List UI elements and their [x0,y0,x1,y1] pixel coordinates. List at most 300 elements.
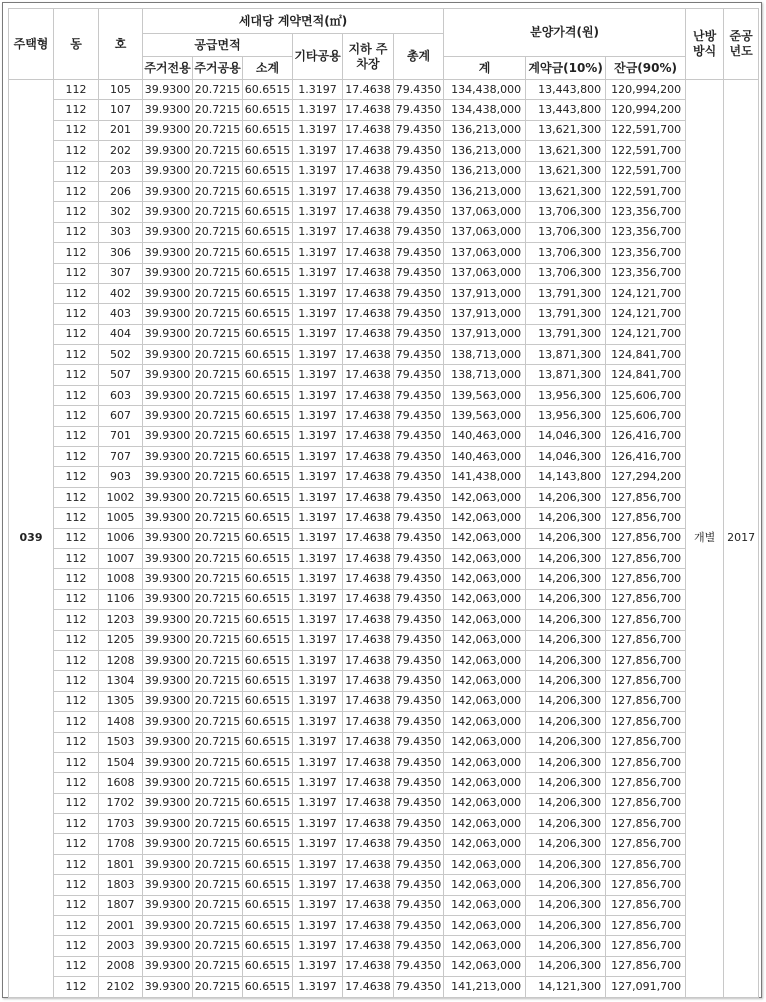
cell-dong: 112 [54,834,99,854]
cell-balance: 123,356,700 [606,222,686,242]
cell-deposit: 14,206,300 [526,650,606,670]
cell-subtotal-area: 60.6515 [243,650,293,670]
cell-balance: 127,856,700 [606,630,686,650]
cell-balance: 127,856,700 [606,548,686,568]
cell-subtotal-area: 60.6515 [243,528,293,548]
header-shared: 주거공용 [193,57,243,80]
cell-balance: 123,356,700 [606,243,686,263]
cell-total-area: 79.4350 [394,793,444,813]
cell-balance: 124,841,700 [606,345,686,365]
cell-shared-area: 20.7215 [193,283,243,303]
cell-dong: 112 [54,426,99,446]
table-body [9,80,759,998]
table-row [9,345,759,365]
cell-other-shared-area: 1.3197 [293,793,343,813]
cell-deposit: 14,206,300 [526,732,606,752]
cell-other-shared-area: 1.3197 [293,650,343,670]
cell-dong: 112 [54,650,99,670]
header-exclusive: 주거전용 [143,57,193,80]
cell-completion: 2017 [724,80,759,998]
table-row [9,977,759,997]
cell-ho: 203 [99,161,143,181]
cell-parking-area: 17.4638 [343,650,394,670]
cell-dong: 112 [54,365,99,385]
cell-ho: 1702 [99,793,143,813]
cell-dong: 112 [54,141,99,161]
table-row [9,243,759,263]
cell-dong: 112 [54,181,99,201]
cell-dong: 112 [54,793,99,813]
cell-total-area: 79.4350 [394,304,444,324]
cell-ho: 1801 [99,854,143,874]
cell-dong: 112 [54,528,99,548]
cell-parking-area: 17.4638 [343,528,394,548]
cell-deposit: 14,206,300 [526,712,606,732]
cell-parking-area: 17.4638 [343,814,394,834]
cell-other-shared-area: 1.3197 [293,895,343,915]
cell-balance: 127,856,700 [606,528,686,548]
cell-price-total: 137,063,000 [444,222,526,242]
cell-total-area: 79.4350 [394,487,444,507]
cell-shared-area: 20.7215 [193,467,243,487]
cell-shared-area: 20.7215 [193,508,243,528]
cell-dong: 112 [54,752,99,772]
cell-exclusive-area: 39.9300 [143,875,193,895]
cell-total-area: 79.4350 [394,834,444,854]
cell-other-shared-area: 1.3197 [293,875,343,895]
cell-deposit: 14,206,300 [526,569,606,589]
cell-other-shared-area: 1.3197 [293,589,343,609]
cell-price-total: 142,063,000 [444,610,526,630]
cell-other-shared-area: 1.3197 [293,141,343,161]
cell-exclusive-area: 39.9300 [143,120,193,140]
cell-shared-area: 20.7215 [193,712,243,732]
cell-price-total: 138,713,000 [444,365,526,385]
cell-total-area: 79.4350 [394,385,444,405]
table-row [9,854,759,874]
cell-subtotal-area: 60.6515 [243,589,293,609]
cell-total-area: 79.4350 [394,936,444,956]
table-row [9,834,759,854]
header-supply-area: 공급면적 [143,34,293,57]
cell-parking-area: 17.4638 [343,732,394,752]
cell-other-shared-area: 1.3197 [293,202,343,222]
cell-deposit: 13,621,300 [526,181,606,201]
cell-dong: 112 [54,610,99,630]
cell-subtotal-area: 60.6515 [243,895,293,915]
table-row [9,487,759,507]
table-row [9,406,759,426]
cell-balance: 125,606,700 [606,406,686,426]
cell-other-shared-area: 1.3197 [293,487,343,507]
cell-dong: 112 [54,80,99,100]
cell-shared-area: 20.7215 [193,161,243,181]
cell-deposit: 14,206,300 [526,814,606,834]
cell-deposit: 13,706,300 [526,263,606,283]
cell-subtotal-area: 60.6515 [243,752,293,772]
cell-exclusive-area: 39.9300 [143,916,193,936]
cell-ho: 707 [99,447,143,467]
cell-parking-area: 17.4638 [343,895,394,915]
cell-total-area: 79.4350 [394,202,444,222]
table-row [9,895,759,915]
table-row [9,426,759,446]
cell-subtotal-area: 60.6515 [243,732,293,752]
cell-price-total: 137,913,000 [444,304,526,324]
header-total-area: 총계 [394,34,444,80]
cell-subtotal-area: 60.6515 [243,691,293,711]
cell-ho: 403 [99,304,143,324]
cell-price-total: 134,438,000 [444,80,526,100]
cell-dong: 112 [54,283,99,303]
cell-ho: 1504 [99,752,143,772]
cell-shared-area: 20.7215 [193,141,243,161]
cell-dong: 112 [54,895,99,915]
cell-subtotal-area: 60.6515 [243,120,293,140]
cell-total-area: 79.4350 [394,406,444,426]
apartment-price-table [8,8,759,998]
cell-subtotal-area: 60.6515 [243,202,293,222]
cell-exclusive-area: 39.9300 [143,181,193,201]
cell-other-shared-area: 1.3197 [293,569,343,589]
header-heating: 난방 방식 [686,9,724,80]
cell-parking-area: 17.4638 [343,589,394,609]
cell-ho: 2003 [99,936,143,956]
cell-balance: 126,416,700 [606,426,686,446]
cell-other-shared-area: 1.3197 [293,345,343,365]
cell-parking-area: 17.4638 [343,977,394,997]
cell-deposit: 13,443,800 [526,80,606,100]
cell-deposit: 14,206,300 [526,956,606,976]
cell-parking-area: 17.4638 [343,385,394,405]
header-deposit: 계약금(10%) [526,57,606,80]
cell-subtotal-area: 60.6515 [243,773,293,793]
cell-shared-area: 20.7215 [193,671,243,691]
cell-other-shared-area: 1.3197 [293,834,343,854]
cell-shared-area: 20.7215 [193,610,243,630]
document-frame [2,2,762,998]
cell-dong: 112 [54,406,99,426]
table-row [9,752,759,772]
cell-ho: 1203 [99,610,143,630]
cell-deposit: 13,956,300 [526,406,606,426]
cell-total-area: 79.4350 [394,548,444,568]
table-row [9,956,759,976]
header-ho: 호 [99,9,143,80]
cell-exclusive-area: 39.9300 [143,650,193,670]
cell-exclusive-area: 39.9300 [143,732,193,752]
cell-price-total: 142,063,000 [444,487,526,507]
cell-other-shared-area: 1.3197 [293,80,343,100]
cell-parking-area: 17.4638 [343,202,394,222]
cell-shared-area: 20.7215 [193,222,243,242]
cell-ho: 1208 [99,650,143,670]
table-row [9,181,759,201]
cell-exclusive-area: 39.9300 [143,956,193,976]
cell-shared-area: 20.7215 [193,752,243,772]
cell-dong: 112 [54,854,99,874]
table-row [9,80,759,100]
cell-other-shared-area: 1.3197 [293,548,343,568]
cell-balance: 127,856,700 [606,916,686,936]
cell-deposit: 14,206,300 [526,875,606,895]
cell-ho: 507 [99,365,143,385]
cell-total-area: 79.4350 [394,589,444,609]
cell-total-area: 79.4350 [394,712,444,732]
cell-other-shared-area: 1.3197 [293,752,343,772]
cell-price-total: 142,063,000 [444,569,526,589]
cell-balance: 124,841,700 [606,365,686,385]
cell-ho: 2008 [99,956,143,976]
cell-subtotal-area: 60.6515 [243,487,293,507]
cell-deposit: 13,791,300 [526,324,606,344]
cell-price-total: 137,063,000 [444,263,526,283]
cell-ho: 307 [99,263,143,283]
cell-total-area: 79.4350 [394,732,444,752]
cell-total-area: 79.4350 [394,426,444,446]
cell-price-total: 136,213,000 [444,181,526,201]
cell-shared-area: 20.7215 [193,630,243,650]
cell-subtotal-area: 60.6515 [243,916,293,936]
cell-subtotal-area: 60.6515 [243,712,293,732]
cell-deposit: 14,206,300 [526,752,606,772]
cell-balance: 127,856,700 [606,732,686,752]
cell-price-total: 142,063,000 [444,589,526,609]
cell-parking-area: 17.4638 [343,141,394,161]
cell-balance: 127,856,700 [606,814,686,834]
cell-exclusive-area: 39.9300 [143,977,193,997]
cell-shared-area: 20.7215 [193,793,243,813]
cell-shared-area: 20.7215 [193,854,243,874]
cell-deposit: 13,621,300 [526,120,606,140]
cell-balance: 127,856,700 [606,875,686,895]
cell-price-total: 140,463,000 [444,447,526,467]
cell-price-total: 142,063,000 [444,834,526,854]
cell-parking-area: 17.4638 [343,956,394,976]
cell-parking-area: 17.4638 [343,834,394,854]
cell-price-total: 137,063,000 [444,243,526,263]
cell-price-total: 142,063,000 [444,814,526,834]
cell-parking-area: 17.4638 [343,610,394,630]
cell-ho: 1005 [99,508,143,528]
cell-deposit: 14,206,300 [526,691,606,711]
cell-parking-area: 17.4638 [343,936,394,956]
table-row [9,365,759,385]
cell-shared-area: 20.7215 [193,304,243,324]
cell-ho: 1408 [99,712,143,732]
cell-other-shared-area: 1.3197 [293,222,343,242]
cell-balance: 127,856,700 [606,589,686,609]
cell-dong: 112 [54,956,99,976]
header-type: 주택형 [9,9,54,80]
cell-dong: 112 [54,487,99,507]
cell-price-total: 140,463,000 [444,426,526,446]
cell-other-shared-area: 1.3197 [293,528,343,548]
cell-deposit: 13,871,300 [526,345,606,365]
table-row [9,916,759,936]
cell-dong: 112 [54,630,99,650]
cell-shared-area: 20.7215 [193,528,243,548]
cell-price-total: 137,913,000 [444,324,526,344]
cell-dong: 112 [54,243,99,263]
cell-shared-area: 20.7215 [193,80,243,100]
cell-deposit: 13,791,300 [526,283,606,303]
cell-dong: 112 [54,691,99,711]
cell-price-total: 142,063,000 [444,650,526,670]
cell-deposit: 13,621,300 [526,141,606,161]
table-row [9,589,759,609]
cell-total-area: 79.4350 [394,263,444,283]
table-row [9,814,759,834]
cell-price-total: 142,063,000 [444,773,526,793]
cell-parking-area: 17.4638 [343,406,394,426]
cell-ho: 201 [99,120,143,140]
cell-other-shared-area: 1.3197 [293,508,343,528]
cell-ho: 2001 [99,916,143,936]
cell-dong: 112 [54,875,99,895]
cell-dong: 112 [54,120,99,140]
cell-other-shared-area: 1.3197 [293,854,343,874]
cell-total-area: 79.4350 [394,100,444,120]
cell-ho: 502 [99,345,143,365]
cell-price-total: 142,063,000 [444,671,526,691]
cell-other-shared-area: 1.3197 [293,406,343,426]
table-row [9,283,759,303]
cell-parking-area: 17.4638 [343,222,394,242]
cell-shared-area: 20.7215 [193,120,243,140]
cell-shared-area: 20.7215 [193,202,243,222]
cell-dong: 112 [54,508,99,528]
cell-subtotal-area: 60.6515 [243,630,293,650]
cell-subtotal-area: 60.6515 [243,345,293,365]
cell-exclusive-area: 39.9300 [143,589,193,609]
cell-exclusive-area: 39.9300 [143,467,193,487]
cell-exclusive-area: 39.9300 [143,345,193,365]
table-row [9,263,759,283]
cell-total-area: 79.4350 [394,161,444,181]
cell-subtotal-area: 60.6515 [243,406,293,426]
cell-subtotal-area: 60.6515 [243,222,293,242]
cell-price-total: 142,063,000 [444,712,526,732]
cell-balance: 127,856,700 [606,610,686,630]
cell-price-total: 142,063,000 [444,732,526,752]
cell-total-area: 79.4350 [394,324,444,344]
cell-dong: 112 [54,263,99,283]
cell-ho: 306 [99,243,143,263]
cell-other-shared-area: 1.3197 [293,181,343,201]
cell-parking-area: 17.4638 [343,712,394,732]
cell-deposit: 14,206,300 [526,671,606,691]
cell-parking-area: 17.4638 [343,548,394,568]
table-row [9,875,759,895]
cell-parking-area: 17.4638 [343,691,394,711]
cell-exclusive-area: 39.9300 [143,630,193,650]
table-row [9,141,759,161]
cell-ho: 404 [99,324,143,344]
header-subtotal: 소계 [243,57,293,80]
cell-total-area: 79.4350 [394,977,444,997]
cell-balance: 127,294,200 [606,467,686,487]
cell-deposit: 13,791,300 [526,304,606,324]
cell-other-shared-area: 1.3197 [293,426,343,446]
cell-total-area: 79.4350 [394,854,444,874]
cell-exclusive-area: 39.9300 [143,548,193,568]
cell-exclusive-area: 39.9300 [143,243,193,263]
cell-ho: 1007 [99,548,143,568]
cell-dong: 112 [54,548,99,568]
cell-balance: 127,091,700 [606,977,686,997]
cell-other-shared-area: 1.3197 [293,283,343,303]
cell-dong: 112 [54,773,99,793]
cell-total-area: 79.4350 [394,222,444,242]
cell-dong: 112 [54,202,99,222]
cell-subtotal-area: 60.6515 [243,569,293,589]
cell-subtotal-area: 60.6515 [243,467,293,487]
cell-deposit: 13,706,300 [526,202,606,222]
cell-balance: 120,994,200 [606,100,686,120]
table-row [9,202,759,222]
cell-other-shared-area: 1.3197 [293,732,343,752]
cell-dong: 112 [54,304,99,324]
cell-total-area: 79.4350 [394,875,444,895]
cell-balance: 124,121,700 [606,304,686,324]
cell-exclusive-area: 39.9300 [143,447,193,467]
cell-balance: 127,856,700 [606,936,686,956]
cell-exclusive-area: 39.9300 [143,304,193,324]
cell-deposit: 14,206,300 [526,895,606,915]
cell-exclusive-area: 39.9300 [143,283,193,303]
table-row [9,773,759,793]
cell-parking-area: 17.4638 [343,793,394,813]
table-row [9,508,759,528]
cell-subtotal-area: 60.6515 [243,671,293,691]
cell-shared-area: 20.7215 [193,447,243,467]
cell-price-total: 142,063,000 [444,528,526,548]
table-row [9,324,759,344]
cell-deposit: 13,956,300 [526,385,606,405]
cell-ho: 2102 [99,977,143,997]
cell-subtotal-area: 60.6515 [243,161,293,181]
cell-shared-area: 20.7215 [193,385,243,405]
table-row [9,793,759,813]
cell-parking-area: 17.4638 [343,365,394,385]
cell-shared-area: 20.7215 [193,324,243,344]
cell-exclusive-area: 39.9300 [143,426,193,446]
cell-shared-area: 20.7215 [193,732,243,752]
cell-exclusive-area: 39.9300 [143,752,193,772]
table-header [9,9,759,80]
cell-balance: 127,856,700 [606,508,686,528]
header-parking: 지하 주차장 [343,34,394,80]
cell-subtotal-area: 60.6515 [243,793,293,813]
cell-deposit: 13,621,300 [526,161,606,181]
table-row [9,691,759,711]
cell-shared-area: 20.7215 [193,773,243,793]
cell-total-area: 79.4350 [394,610,444,630]
table-row [9,528,759,548]
cell-shared-area: 20.7215 [193,100,243,120]
cell-subtotal-area: 60.6515 [243,80,293,100]
cell-dong: 112 [54,569,99,589]
table-row [9,447,759,467]
cell-balance: 127,856,700 [606,569,686,589]
cell-exclusive-area: 39.9300 [143,691,193,711]
cell-subtotal-area: 60.6515 [243,447,293,467]
cell-subtotal-area: 60.6515 [243,548,293,568]
cell-shared-area: 20.7215 [193,875,243,895]
cell-ho: 303 [99,222,143,242]
cell-balance: 127,856,700 [606,691,686,711]
